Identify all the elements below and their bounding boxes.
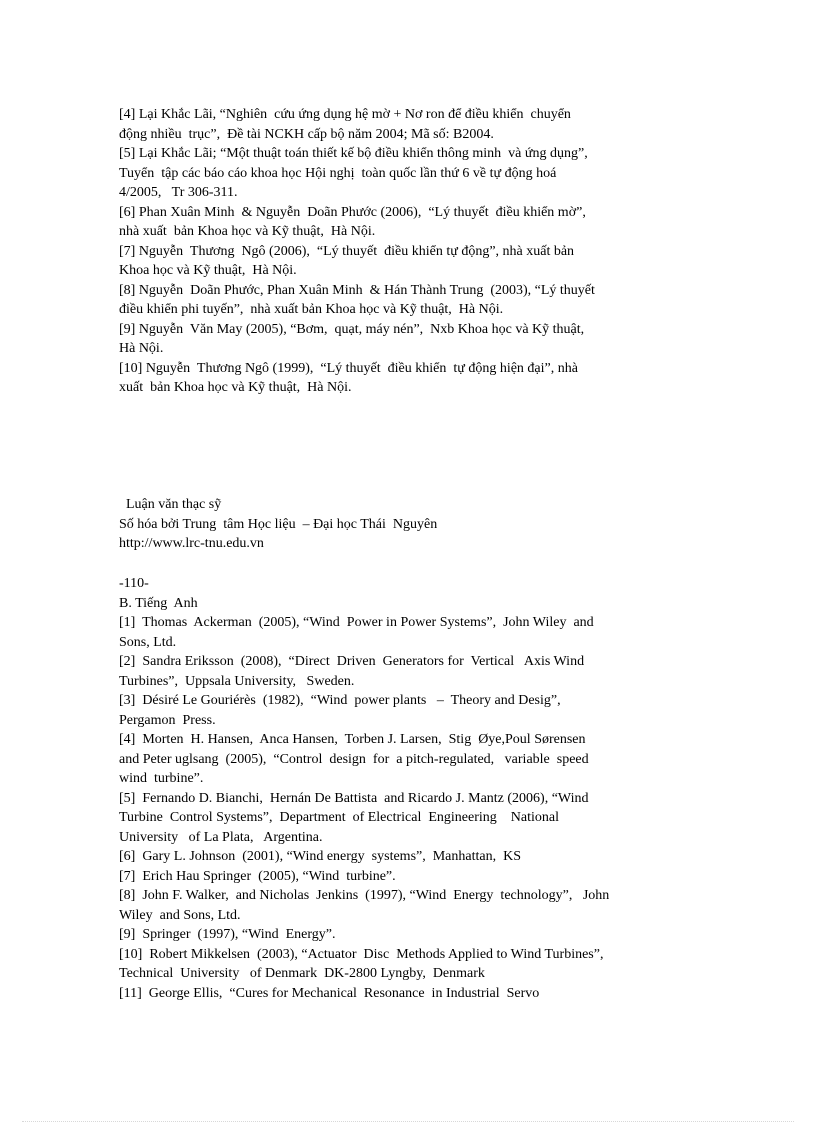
reference-line: [8] John F. Walker, and Nicholas Jenkins (1997), “Wind Energy technology”, John (119, 888, 610, 903)
reference-line: động nhiều trục”, Đề tài NCKH cấp bộ năm 2004; Mã số: B2004. (119, 126, 494, 142)
reference-item (119, 359, 664, 398)
reference-line: [1] Thomas Ackerman (2005), “Wind Power in Power Systems”, John Wiley and (119, 615, 594, 630)
reference-line: University of La Plata, Argentina. (119, 829, 323, 845)
reference-line: 4/2005, Tr 306-311. (119, 185, 238, 200)
reference-line: [10] Robert Mikkelsen (2003), “Actuator Disc Methods Applied to Wind Turbines”, (119, 946, 604, 962)
reference-item (119, 281, 664, 320)
reference-item (119, 320, 664, 359)
reference-item (119, 730, 664, 789)
reference-line: [7] Erich Hau Springer (2005), “Wind turbine”. (119, 868, 396, 884)
source-url: http://www.lrc-tnu.edu.vn (119, 536, 264, 551)
reference-line: Wiley and Sons, Ltd. (119, 907, 241, 923)
reference-item (119, 105, 664, 144)
reference-line: and Peter uglsang (2005), “Control design for a pitch-regulated, variable speed (119, 751, 589, 767)
digitized-by-note: Số hóa bởi Trung tâm Học liệu – Đại học Thái Nguyên (119, 516, 438, 532)
vietnamese-reference-list (119, 105, 664, 398)
thesis-label: Luận văn thạc sỹ (119, 497, 222, 512)
reference-line: Turbines”, Uppsala University, Sweden. (119, 673, 355, 689)
reference-line: [5] Lại Khắc Lãi; “Một thuật toán thiết kế bộ điều khiển thông minh và ứng dụng”, (119, 146, 588, 161)
reference-line: nhà xuất bản Khoa học và Kỹ thuật, Hà Nội. (119, 224, 376, 239)
reference-line: Sons, Ltd. (119, 634, 177, 650)
reference-line: xuất bản Khoa học và Kỹ thuật, Hà Nội. (119, 380, 352, 395)
reference-line: Hà Nội. (119, 341, 164, 356)
reference-line: [6] Phan Xuân Minh & Nguyễn Doãn Phước (2006), “Lý thuyết điều khiển mờ”, (119, 204, 586, 220)
reference-item (119, 789, 664, 848)
reference-item (119, 613, 664, 652)
reference-item (119, 847, 664, 867)
reference-item (119, 945, 664, 984)
reference-line: Pergamon Press. (119, 712, 216, 728)
reference-line: wind turbine”. (119, 771, 204, 786)
reference-item (119, 242, 664, 281)
reference-item (119, 886, 664, 925)
reference-line: [4] Morten H. Hansen, Anca Hansen, Torben J. Larsen, Stig Øye,Poul Sørensen (119, 732, 586, 747)
page-number: -110- (119, 576, 149, 591)
reference-item (119, 925, 664, 945)
reference-line: [8] Nguyễn Doãn Phước, Phan Xuân Minh & Hán Thành Trung (2003), “Lý thuyết (119, 282, 595, 298)
reference-line: [7] Nguyễn Thương Ngô (2006), “Lý thuyết điều khiển tự động”, nhà xuất bản (119, 243, 575, 259)
reference-item (119, 691, 664, 730)
reference-line: Turbine Control Systems”, Department of Electrical Engineering National (119, 810, 559, 825)
page-bottom-border (22, 1121, 794, 1122)
reference-line: điều khiển phi tuyến”, nhà xuất bản Khoa học và Kỹ thuật, Hà Nội. (119, 302, 504, 317)
reference-line: [2] Sandra Eriksson (2008), “Direct Driven Generators for Vertical Axis Wind (119, 654, 585, 669)
section-title: B. Tiếng Anh (119, 595, 198, 611)
reference-line: [9] Springer (1997), “Wind Energy”. (119, 927, 336, 942)
page-footer (119, 495, 664, 554)
reference-item (119, 867, 664, 887)
reference-line: [11] George Ellis, “Cures for Mechanical Resonance in Industrial Servo (119, 985, 540, 1001)
reference-line: [10] Nguyễn Thương Ngô (1999), “Lý thuyết điều khiển tự động hiện đại”, nhà (119, 360, 578, 376)
reference-line: [6] Gary L. Johnson (2001), “Wind energy systems”, Manhattan, KS (119, 849, 521, 864)
reference-line: [9] Nguyễn Văn May (2005), “Bơm, quạt, máy nén”, Nxb Khoa học và Kỹ thuật, (119, 321, 585, 337)
english-reference-section (119, 574, 664, 1003)
reference-item (119, 984, 664, 1004)
reference-line: Technical University of Denmark DK-2800 Lyngby, Denmark (119, 966, 485, 981)
reference-item (119, 652, 664, 691)
reference-item (119, 144, 664, 203)
reference-line: [3] Désiré Le Gouriérès (1982), “Wind power plants – Theory and Desig”, (119, 693, 561, 708)
reference-line: [5] Fernando D. Bianchi, Hernán De Battista and Ricardo J. Mantz (2006), “Wind (119, 790, 589, 806)
reference-item (119, 203, 664, 242)
reference-line: Tuyển tập các báo cáo khoa học Hội nghị toàn quốc lần thứ 6 về tự động hoá (119, 165, 557, 181)
reference-line: Khoa học và Kỹ thuật, Hà Nội. (119, 263, 297, 278)
reference-line: [4] Lại Khắc Lãi, “Nghiên cứu ứng dụng hệ mờ + Nơ ron để điều khiển chuyển (119, 107, 571, 122)
